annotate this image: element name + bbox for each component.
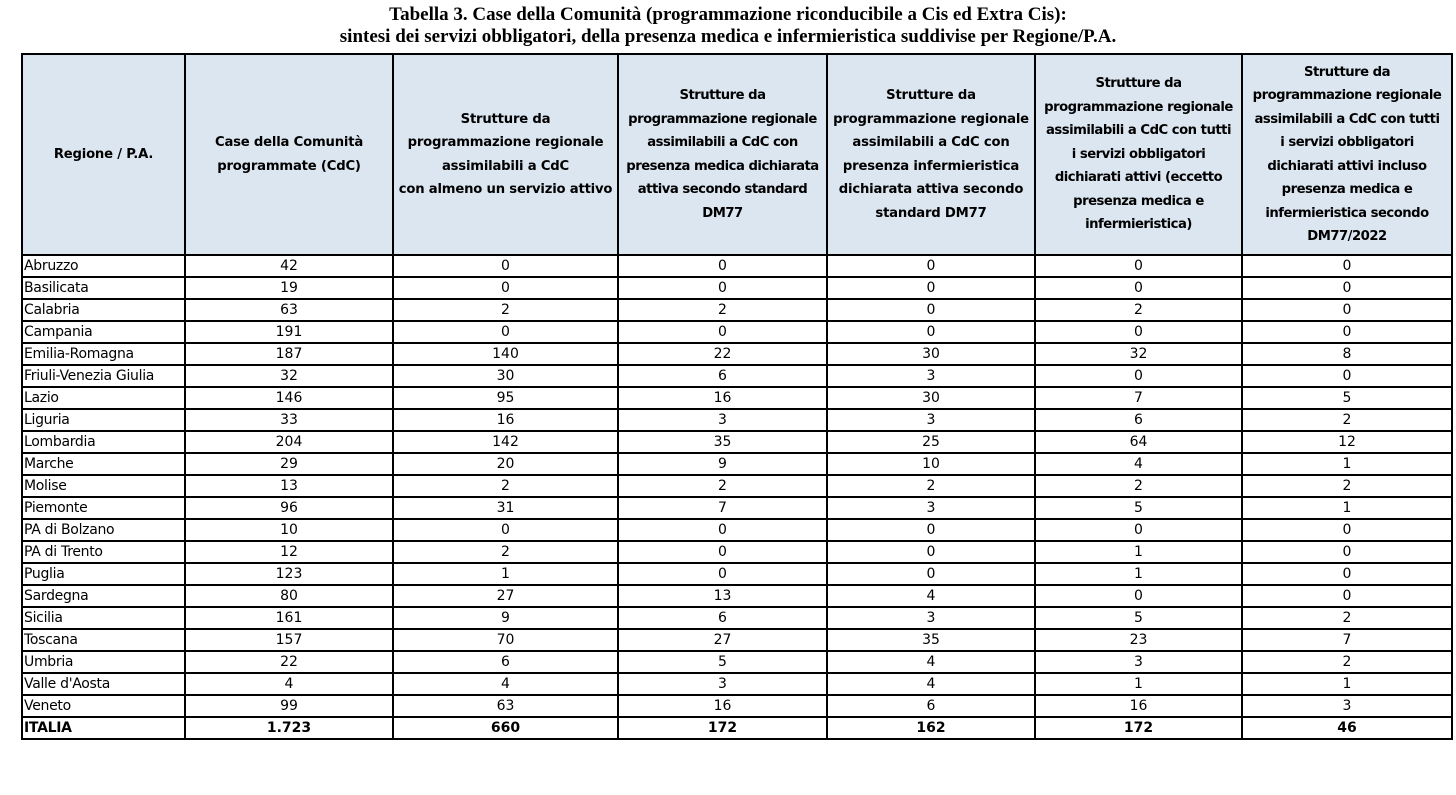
almeno-un-servizio-cell: 31 (393, 497, 618, 519)
presenza-medica-cell: 6 (618, 365, 827, 387)
presenza-medica-cell: 0 (618, 277, 827, 299)
region-cell: Lombardia (22, 431, 185, 453)
region-cell: Marche (22, 453, 185, 475)
total-region-cell: ITALIA (22, 717, 185, 739)
header-line: assimilabili a CdC con (852, 135, 1010, 150)
header-line: infermieristica secondo (1265, 205, 1429, 221)
almeno-un-servizio-cell: 9 (393, 607, 618, 629)
tutti-servizi-incluso-cell: 5 (1242, 387, 1452, 409)
tutti-servizi-incluso-cell: 0 (1242, 563, 1452, 585)
table-title-line-1: Tabella 3. Case della Comunità (programmazione riconducibile a Cis ed Extra Cis): (389, 4, 1067, 25)
tutti-servizi-eccetto-cell: 0 (1035, 255, 1242, 277)
header-line: attiva secondo standard (637, 182, 808, 197)
table-row (22, 629, 1452, 651)
tutti-servizi-incluso-cell: 2 (1242, 409, 1452, 431)
tutti-servizi-eccetto-cell: 2 (1035, 475, 1242, 497)
cdc-programmate-cell: 22 (185, 651, 393, 673)
presenza-medica-cell: 0 (618, 563, 827, 585)
header-line: infermieristica) (1085, 217, 1192, 233)
presenza-medica-cell: 5 (618, 651, 827, 673)
tutti-servizi-incluso-cell: 1 (1242, 497, 1452, 519)
presenza-medica-cell: 0 (618, 255, 827, 277)
region-cell: PA di Bolzano (22, 519, 185, 541)
table-row (22, 651, 1452, 673)
table-row (22, 409, 1452, 431)
cdc-programmate-cell: 33 (185, 409, 393, 431)
table-row (22, 607, 1452, 629)
header-line: Strutture da (1303, 64, 1391, 80)
tutti-servizi-eccetto-cell: 6 (1035, 409, 1242, 431)
tutti-servizi-eccetto-cell: 0 (1035, 321, 1242, 343)
cdc-programmate-cell: 157 (185, 629, 393, 651)
presenza-infermieristica-cell: 35 (827, 629, 1035, 651)
region-cell: Umbria (22, 651, 185, 673)
total-row (22, 717, 1452, 739)
table-row (22, 541, 1452, 563)
cdc-programmate-cell: 42 (185, 255, 393, 277)
region-cell: Friuli-Venezia Giulia (22, 365, 185, 387)
presenza-infermieristica-cell: 4 (827, 585, 1035, 607)
presenza-infermieristica-cell: 0 (827, 541, 1035, 563)
almeno-un-servizio-cell: 2 (393, 475, 618, 497)
presenza-infermieristica-cell: 30 (827, 343, 1035, 365)
header-line: assimilabili a CdC (441, 158, 570, 174)
table-row (22, 299, 1452, 321)
almeno-un-servizio-cell: 70 (393, 629, 618, 651)
region-cell: Toscana (22, 629, 185, 651)
region-cell: Molise (22, 475, 185, 497)
cdc-programmate-cell: 187 (185, 343, 393, 365)
cdc-programmate-cell: 96 (185, 497, 393, 519)
tutti-servizi-incluso-cell: 0 (1242, 519, 1452, 541)
presenza-medica-cell: 0 (618, 541, 827, 563)
tutti-servizi-eccetto-cell: 64 (1035, 431, 1242, 453)
tutti-servizi-eccetto-cell: 0 (1035, 277, 1242, 299)
table-row (22, 585, 1452, 607)
presenza-infermieristica-cell: 30 (827, 387, 1035, 409)
presenza-medica-cell: 0 (618, 321, 827, 343)
almeno-un-servizio-cell: 2 (393, 541, 618, 563)
tutti-servizi-eccetto-cell: 1 (1035, 563, 1242, 585)
header-line: con almeno un servizio attivo (398, 182, 613, 197)
table-row (22, 255, 1452, 277)
header-line: DM77/2022 (1307, 229, 1387, 244)
tutti-servizi-incluso-cell: 0 (1242, 541, 1452, 563)
tutti-servizi-incluso-cell: 2 (1242, 607, 1452, 629)
presenza-infermieristica-cell: 3 (827, 409, 1035, 431)
header-tutti-servizi-incluso (1242, 54, 1452, 255)
header-line: programmate (CdC) (217, 158, 361, 174)
presenza-infermieristica-cell: 10 (827, 453, 1035, 475)
tutti-servizi-incluso-cell: 7 (1242, 629, 1452, 651)
region-cell: PA di Trento (22, 541, 185, 563)
tutti-servizi-incluso-cell: 0 (1242, 321, 1452, 343)
table-row (22, 695, 1452, 717)
tutti-servizi-eccetto-cell: 4 (1035, 453, 1242, 475)
tutti-servizi-eccetto-cell: 0 (1035, 365, 1242, 387)
region-cell: Liguria (22, 409, 185, 431)
presenza-medica-cell: 35 (618, 431, 827, 453)
tutti-servizi-eccetto-cell: 0 (1035, 519, 1242, 541)
header-line: standard DM77 (875, 205, 987, 221)
region-cell: Piemonte (22, 497, 185, 519)
presenza-medica-cell: 2 (618, 475, 827, 497)
tutti-servizi-incluso-cell: 0 (1242, 365, 1452, 387)
header-line: i servizi obbligatori (1071, 146, 1206, 162)
header-tutti-servizi-eccetto (1035, 54, 1242, 255)
table-row (22, 321, 1452, 343)
table-row (22, 365, 1452, 387)
header-line: Strutture da (886, 88, 976, 103)
tutti-servizi-incluso-cell: 0 (1242, 277, 1452, 299)
cdc-programmate-cell: 13 (185, 475, 393, 497)
almeno-un-servizio-cell: 20 (393, 453, 618, 475)
presenza-infermieristica-cell: 3 (827, 365, 1035, 387)
data-table (21, 53, 1453, 740)
cdc-programmate-cell: 146 (185, 387, 393, 409)
table-row (22, 673, 1452, 695)
cdc-programmate-cell: 10 (185, 519, 393, 541)
header-line: programmazione regionale (1044, 99, 1233, 115)
tutti-servizi-eccetto-cell: 3 (1035, 651, 1242, 673)
cdc-programmate-cell: 204 (185, 431, 393, 453)
presenza-infermieristica-cell: 2 (827, 475, 1035, 497)
region-cell: Basilicata (22, 277, 185, 299)
header-line: programmazione regionale (833, 111, 1029, 127)
header-line: Strutture da (679, 88, 766, 103)
presenza-medica-cell: 16 (618, 695, 827, 717)
presenza-medica-cell: 6 (618, 607, 827, 629)
table-body (22, 255, 1452, 739)
header-line: i servizi obbligatori (1280, 135, 1414, 150)
cdc-programmate-cell: 123 (185, 563, 393, 585)
tutti-servizi-incluso-cell: 2 (1242, 651, 1452, 673)
presenza-infermieristica-cell: 0 (827, 321, 1035, 343)
table-row (22, 475, 1452, 497)
tutti-servizi-eccetto-cell: 1 (1035, 541, 1242, 563)
total-tutti-servizi-eccetto-cell: 172 (1035, 717, 1242, 739)
almeno-un-servizio-cell: 142 (393, 431, 618, 453)
cdc-programmate-cell: 191 (185, 321, 393, 343)
header-line: Strutture da (460, 111, 551, 127)
total-cdc-programmate-cell: 1.723 (185, 717, 393, 739)
region-cell: Veneto (22, 695, 185, 717)
header-line: Regione / P.A. (53, 146, 154, 162)
presenza-medica-cell: 3 (618, 673, 827, 695)
presenza-infermieristica-cell: 3 (827, 607, 1035, 629)
region-cell: Lazio (22, 387, 185, 409)
header-line: presenza medica e (1281, 182, 1413, 197)
region-cell: Calabria (22, 299, 185, 321)
tutti-servizi-eccetto-cell: 0 (1035, 585, 1242, 607)
header-line: assimilabili a CdC con tutti (1254, 111, 1440, 127)
tutti-servizi-incluso-cell: 0 (1242, 255, 1452, 277)
header-line: presenza infermieristica (842, 158, 1020, 174)
header-line: dichiarata attiva secondo (838, 182, 1024, 197)
tutti-servizi-incluso-cell: 0 (1242, 585, 1452, 607)
table-row (22, 519, 1452, 541)
header-presenza-infermieristica (827, 54, 1035, 255)
presenza-medica-cell: 13 (618, 585, 827, 607)
presenza-infermieristica-cell: 0 (827, 277, 1035, 299)
total-presenza-medica-cell: 172 (618, 717, 827, 739)
cdc-programmate-cell: 32 (185, 365, 393, 387)
tutti-servizi-eccetto-cell: 2 (1035, 299, 1242, 321)
almeno-un-servizio-cell: 6 (393, 651, 618, 673)
cdc-programmate-cell: 161 (185, 607, 393, 629)
tutti-servizi-incluso-cell: 8 (1242, 343, 1452, 365)
header-regione (22, 54, 185, 255)
header-line: presenza medica dichiarata (626, 158, 819, 174)
tutti-servizi-incluso-cell: 12 (1242, 431, 1452, 453)
tutti-servizi-eccetto-cell: 7 (1035, 387, 1242, 409)
presenza-infermieristica-cell: 0 (827, 299, 1035, 321)
tutti-servizi-eccetto-cell: 5 (1035, 497, 1242, 519)
almeno-un-servizio-cell: 2 (393, 299, 618, 321)
header-line: dichiarati attivi incluso (1267, 158, 1427, 174)
table-title (0, 4, 1456, 48)
cdc-programmate-cell: 4 (185, 673, 393, 695)
region-cell: Campania (22, 321, 185, 343)
almeno-un-servizio-cell: 140 (393, 343, 618, 365)
header-line: assimilabili a CdC con (647, 135, 798, 150)
header-line: Case della Comunità (214, 135, 364, 150)
header-line: Strutture da (1095, 76, 1182, 92)
header-almeno-un-servizio (393, 54, 618, 255)
cdc-programmate-cell: 12 (185, 541, 393, 563)
presenza-medica-cell: 2 (618, 299, 827, 321)
cdc-programmate-cell: 19 (185, 277, 393, 299)
presenza-infermieristica-cell: 6 (827, 695, 1035, 717)
tutti-servizi-incluso-cell: 2 (1242, 475, 1452, 497)
region-cell: Puglia (22, 563, 185, 585)
header-row (22, 54, 1452, 255)
cdc-programmate-cell: 63 (185, 299, 393, 321)
tutti-servizi-eccetto-cell: 1 (1035, 673, 1242, 695)
presenza-medica-cell: 0 (618, 519, 827, 541)
cdc-programmate-cell: 29 (185, 453, 393, 475)
presenza-medica-cell: 7 (618, 497, 827, 519)
almeno-un-servizio-cell: 95 (393, 387, 618, 409)
table-row (22, 453, 1452, 475)
almeno-un-servizio-cell: 27 (393, 585, 618, 607)
tutti-servizi-incluso-cell: 0 (1242, 299, 1452, 321)
table-row (22, 343, 1452, 365)
header-line: programmazione regionale (1252, 88, 1442, 103)
header-line: assimilabili a CdC con tutti (1046, 123, 1231, 139)
total-presenza-infermieristica-cell: 162 (827, 717, 1035, 739)
tutti-servizi-incluso-cell: 3 (1242, 695, 1452, 717)
tutti-servizi-eccetto-cell: 32 (1035, 343, 1242, 365)
almeno-un-servizio-cell: 0 (393, 255, 618, 277)
cdc-programmate-cell: 99 (185, 695, 393, 717)
presenza-medica-cell: 3 (618, 409, 827, 431)
presenza-infermieristica-cell: 4 (827, 651, 1035, 673)
header-cdc-programmate (185, 54, 393, 255)
table-row (22, 563, 1452, 585)
header-line: dichiarati attivi (eccetto (1054, 170, 1223, 186)
almeno-un-servizio-cell: 0 (393, 321, 618, 343)
region-cell: Sardegna (22, 585, 185, 607)
tutti-servizi-incluso-cell: 1 (1242, 673, 1452, 695)
region-cell: Valle d'Aosta (22, 673, 185, 695)
header-line: programmazione regionale (407, 135, 604, 150)
header-presenza-medica (618, 54, 827, 255)
almeno-un-servizio-cell: 63 (393, 695, 618, 717)
tutti-servizi-eccetto-cell: 16 (1035, 695, 1242, 717)
almeno-un-servizio-cell: 1 (393, 563, 618, 585)
presenza-medica-cell: 22 (618, 343, 827, 365)
presenza-infermieristica-cell: 0 (827, 563, 1035, 585)
header-line: presenza medica e (1073, 193, 1204, 209)
presenza-medica-cell: 16 (618, 387, 827, 409)
table-row (22, 431, 1452, 453)
almeno-un-servizio-cell: 4 (393, 673, 618, 695)
tutti-servizi-eccetto-cell: 23 (1035, 629, 1242, 651)
table-row (22, 277, 1452, 299)
table-title-line-2: sintesi dei servizi obbligatori, della presenza medica e infermieristica suddivise per Regione/P.A. (339, 26, 1117, 47)
almeno-un-servizio-cell: 30 (393, 365, 618, 387)
presenza-infermieristica-cell: 4 (827, 673, 1035, 695)
presenza-infermieristica-cell: 0 (827, 255, 1035, 277)
region-cell: Emilia-Romagna (22, 343, 185, 365)
almeno-un-servizio-cell: 0 (393, 277, 618, 299)
header-line: programmazione regionale (628, 111, 817, 127)
tutti-servizi-incluso-cell: 1 (1242, 453, 1452, 475)
header-line: DM77 (702, 205, 743, 221)
presenza-infermieristica-cell: 25 (827, 431, 1035, 453)
region-cell: Abruzzo (22, 255, 185, 277)
total-tutti-servizi-incluso-cell: 46 (1242, 717, 1452, 739)
almeno-un-servizio-cell: 0 (393, 519, 618, 541)
region-cell: Sicilia (22, 607, 185, 629)
tutti-servizi-eccetto-cell: 5 (1035, 607, 1242, 629)
almeno-un-servizio-cell: 16 (393, 409, 618, 431)
presenza-infermieristica-cell: 0 (827, 519, 1035, 541)
table-row (22, 387, 1452, 409)
presenza-medica-cell: 9 (618, 453, 827, 475)
total-almeno-un-servizio-cell: 660 (393, 717, 618, 739)
cdc-programmate-cell: 80 (185, 585, 393, 607)
table-row (22, 497, 1452, 519)
presenza-infermieristica-cell: 3 (827, 497, 1035, 519)
presenza-medica-cell: 27 (618, 629, 827, 651)
